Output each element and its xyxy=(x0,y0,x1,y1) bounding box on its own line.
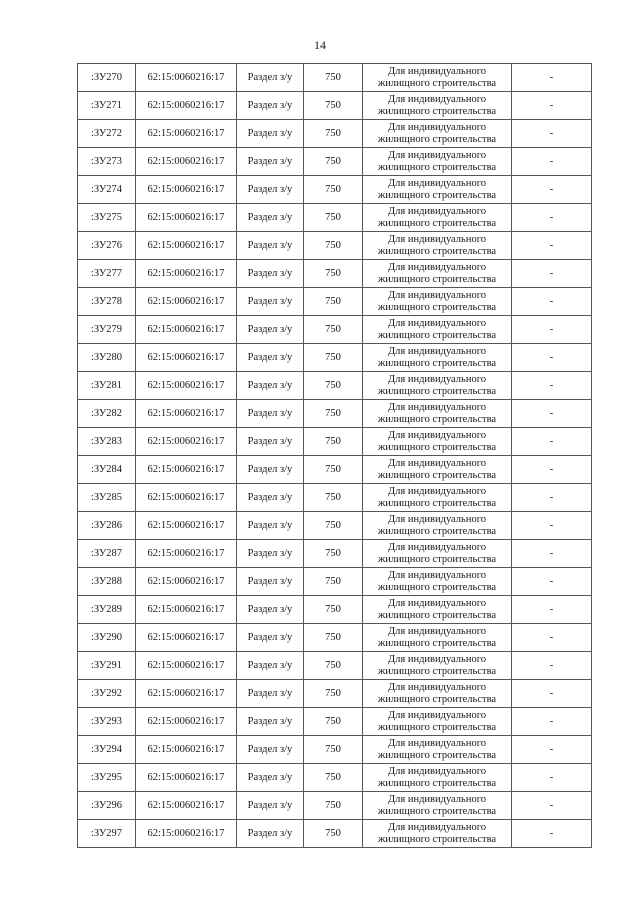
area-cell: 750 xyxy=(304,680,363,708)
permitted-use-cell: Для индивидуального жилищного строительства xyxy=(363,204,512,232)
area-cell: 750 xyxy=(304,316,363,344)
cadastral-number-cell: 62:15:0060216:17 xyxy=(136,232,237,260)
permitted-use-cell: Для индивидуального жилищного строительства xyxy=(363,540,512,568)
note-cell: - xyxy=(512,400,592,428)
table-row xyxy=(78,568,592,596)
cadastral-number-cell: 62:15:0060216:17 xyxy=(136,736,237,764)
action-cell: Раздел з/у xyxy=(237,484,304,512)
plot-id-cell: :ЗУ277 xyxy=(78,260,136,288)
area-cell: 750 xyxy=(304,260,363,288)
table-row xyxy=(78,344,592,372)
plot-id-cell: :ЗУ294 xyxy=(78,736,136,764)
permitted-use-cell: Для индивидуального жилищного строительства xyxy=(363,820,512,848)
permitted-use-cell: Для индивидуального жилищного строительства xyxy=(363,456,512,484)
action-cell: Раздел з/у xyxy=(237,204,304,232)
table-row xyxy=(78,400,592,428)
area-cell: 750 xyxy=(304,456,363,484)
permitted-use-cell: Для индивидуального жилищного строительства xyxy=(363,764,512,792)
area-cell: 750 xyxy=(304,792,363,820)
action-cell: Раздел з/у xyxy=(237,680,304,708)
note-cell: - xyxy=(512,92,592,120)
plot-id-cell: :ЗУ295 xyxy=(78,764,136,792)
table-row xyxy=(78,484,592,512)
area-cell: 750 xyxy=(304,120,363,148)
action-cell: Раздел з/у xyxy=(237,344,304,372)
cadastral-number-cell: 62:15:0060216:17 xyxy=(136,680,237,708)
area-cell: 750 xyxy=(304,232,363,260)
plot-id-cell: :ЗУ275 xyxy=(78,204,136,232)
cadastral-number-cell: 62:15:0060216:17 xyxy=(136,456,237,484)
cadastral-number-cell: 62:15:0060216:17 xyxy=(136,484,237,512)
table-row xyxy=(78,92,592,120)
note-cell: - xyxy=(512,820,592,848)
action-cell: Раздел з/у xyxy=(237,624,304,652)
area-cell: 750 xyxy=(304,540,363,568)
action-cell: Раздел з/у xyxy=(237,428,304,456)
plot-id-cell: :ЗУ293 xyxy=(78,708,136,736)
table-row xyxy=(78,512,592,540)
plot-id-cell: :ЗУ280 xyxy=(78,344,136,372)
table-row xyxy=(78,260,592,288)
cadastral-number-cell: 62:15:0060216:17 xyxy=(136,568,237,596)
area-cell: 750 xyxy=(304,344,363,372)
action-cell: Раздел з/у xyxy=(237,316,304,344)
table-row xyxy=(78,792,592,820)
action-cell: Раздел з/у xyxy=(237,288,304,316)
plot-id-cell: :ЗУ296 xyxy=(78,792,136,820)
permitted-use-cell: Для индивидуального жилищного строительства xyxy=(363,624,512,652)
cadastral-number-cell: 62:15:0060216:17 xyxy=(136,428,237,456)
permitted-use-cell: Для индивидуального жилищного строительства xyxy=(363,512,512,540)
table-row xyxy=(78,680,592,708)
area-cell: 750 xyxy=(304,624,363,652)
action-cell: Раздел з/у xyxy=(237,176,304,204)
note-cell: - xyxy=(512,680,592,708)
area-cell: 750 xyxy=(304,176,363,204)
table-row xyxy=(78,204,592,232)
area-cell: 750 xyxy=(304,372,363,400)
plot-id-cell: :ЗУ274 xyxy=(78,176,136,204)
action-cell: Раздел з/у xyxy=(237,120,304,148)
note-cell: - xyxy=(512,764,592,792)
cadastral-number-cell: 62:15:0060216:17 xyxy=(136,148,237,176)
table-row xyxy=(78,820,592,848)
cadastral-number-cell: 62:15:0060216:17 xyxy=(136,176,237,204)
plot-id-cell: :ЗУ273 xyxy=(78,148,136,176)
cadastral-number-cell: 62:15:0060216:17 xyxy=(136,400,237,428)
cadastral-number-cell: 62:15:0060216:17 xyxy=(136,372,237,400)
permitted-use-cell: Для индивидуального жилищного строительства xyxy=(363,64,512,92)
cadastral-number-cell: 62:15:0060216:17 xyxy=(136,708,237,736)
permitted-use-cell: Для индивидуального жилищного строительства xyxy=(363,652,512,680)
cadastral-number-cell: 62:15:0060216:17 xyxy=(136,596,237,624)
plot-id-cell: :ЗУ283 xyxy=(78,428,136,456)
permitted-use-cell: Для индивидуального жилищного строительства xyxy=(363,736,512,764)
table-row xyxy=(78,372,592,400)
note-cell: - xyxy=(512,484,592,512)
area-cell: 750 xyxy=(304,512,363,540)
action-cell: Раздел з/у xyxy=(237,792,304,820)
table-row xyxy=(78,624,592,652)
cadastral-number-cell: 62:15:0060216:17 xyxy=(136,204,237,232)
plot-id-cell: :ЗУ289 xyxy=(78,596,136,624)
plot-id-cell: :ЗУ282 xyxy=(78,400,136,428)
permitted-use-cell: Для индивидуального жилищного строительства xyxy=(363,288,512,316)
cadastral-number-cell: 62:15:0060216:17 xyxy=(136,288,237,316)
note-cell: - xyxy=(512,316,592,344)
action-cell: Раздел з/у xyxy=(237,820,304,848)
permitted-use-cell: Для индивидуального жилищного строительства xyxy=(363,92,512,120)
permitted-use-cell: Для индивидуального жилищного строительства xyxy=(363,400,512,428)
plot-id-cell: :ЗУ297 xyxy=(78,820,136,848)
note-cell: - xyxy=(512,204,592,232)
action-cell: Раздел з/у xyxy=(237,652,304,680)
plot-id-cell: :ЗУ271 xyxy=(78,92,136,120)
permitted-use-cell: Для индивидуального жилищного строительства xyxy=(363,148,512,176)
plot-id-cell: :ЗУ290 xyxy=(78,624,136,652)
table-row xyxy=(78,176,592,204)
area-cell: 750 xyxy=(304,652,363,680)
permitted-use-cell: Для индивидуального жилищного строительства xyxy=(363,792,512,820)
table-row xyxy=(78,64,592,92)
permitted-use-cell: Для индивидуального жилищного строительства xyxy=(363,260,512,288)
action-cell: Раздел з/у xyxy=(237,764,304,792)
note-cell: - xyxy=(512,652,592,680)
plot-id-cell: :ЗУ279 xyxy=(78,316,136,344)
cadastral-number-cell: 62:15:0060216:17 xyxy=(136,820,237,848)
area-cell: 750 xyxy=(304,204,363,232)
note-cell: - xyxy=(512,232,592,260)
action-cell: Раздел з/у xyxy=(237,456,304,484)
note-cell: - xyxy=(512,456,592,484)
table-body xyxy=(78,64,592,848)
area-cell: 750 xyxy=(304,736,363,764)
permitted-use-cell: Для индивидуального жилищного строительства xyxy=(363,176,512,204)
area-cell: 750 xyxy=(304,708,363,736)
plot-id-cell: :ЗУ292 xyxy=(78,680,136,708)
permitted-use-cell: Для индивидуального жилищного строительства xyxy=(363,708,512,736)
note-cell: - xyxy=(512,288,592,316)
cadastral-number-cell: 62:15:0060216:17 xyxy=(136,344,237,372)
plot-id-cell: :ЗУ276 xyxy=(78,232,136,260)
area-cell: 750 xyxy=(304,820,363,848)
cadastral-number-cell: 62:15:0060216:17 xyxy=(136,792,237,820)
area-cell: 750 xyxy=(304,428,363,456)
table-row xyxy=(78,288,592,316)
note-cell: - xyxy=(512,596,592,624)
note-cell: - xyxy=(512,428,592,456)
table-row xyxy=(78,428,592,456)
plot-id-cell: :ЗУ284 xyxy=(78,456,136,484)
permitted-use-cell: Для индивидуального жилищного строительства xyxy=(363,316,512,344)
note-cell: - xyxy=(512,792,592,820)
note-cell: - xyxy=(512,708,592,736)
table-row xyxy=(78,148,592,176)
action-cell: Раздел з/у xyxy=(237,232,304,260)
area-cell: 750 xyxy=(304,400,363,428)
plot-id-cell: :ЗУ288 xyxy=(78,568,136,596)
cadastral-number-cell: 62:15:0060216:17 xyxy=(136,92,237,120)
permitted-use-cell: Для индивидуального жилищного строительства xyxy=(363,484,512,512)
permitted-use-cell: Для индивидуального жилищного строительства xyxy=(363,680,512,708)
table-row xyxy=(78,652,592,680)
area-cell: 750 xyxy=(304,764,363,792)
area-cell: 750 xyxy=(304,148,363,176)
page-number: 14 xyxy=(314,38,326,52)
plot-id-cell: :ЗУ272 xyxy=(78,120,136,148)
note-cell: - xyxy=(512,568,592,596)
action-cell: Раздел з/у xyxy=(237,736,304,764)
table-row xyxy=(78,708,592,736)
table-row xyxy=(78,540,592,568)
table-row xyxy=(78,764,592,792)
action-cell: Раздел з/у xyxy=(237,512,304,540)
table-row xyxy=(78,120,592,148)
action-cell: Раздел з/у xyxy=(237,596,304,624)
note-cell: - xyxy=(512,176,592,204)
plot-id-cell: :ЗУ278 xyxy=(78,288,136,316)
table-row xyxy=(78,596,592,624)
plot-id-cell: :ЗУ270 xyxy=(78,64,136,92)
note-cell: - xyxy=(512,624,592,652)
area-cell: 750 xyxy=(304,288,363,316)
plot-id-cell: :ЗУ285 xyxy=(78,484,136,512)
note-cell: - xyxy=(512,148,592,176)
action-cell: Раздел з/у xyxy=(237,260,304,288)
land-plots-table xyxy=(77,63,592,848)
action-cell: Раздел з/у xyxy=(237,708,304,736)
area-cell: 750 xyxy=(304,596,363,624)
cadastral-number-cell: 62:15:0060216:17 xyxy=(136,652,237,680)
cadastral-number-cell: 62:15:0060216:17 xyxy=(136,316,237,344)
area-cell: 750 xyxy=(304,64,363,92)
area-cell: 750 xyxy=(304,484,363,512)
action-cell: Раздел з/у xyxy=(237,372,304,400)
cadastral-number-cell: 62:15:0060216:17 xyxy=(136,624,237,652)
permitted-use-cell: Для индивидуального жилищного строительства xyxy=(363,120,512,148)
table-row xyxy=(78,316,592,344)
permitted-use-cell: Для индивидуального жилищного строительства xyxy=(363,428,512,456)
permitted-use-cell: Для индивидуального жилищного строительства xyxy=(363,596,512,624)
plot-id-cell: :ЗУ286 xyxy=(78,512,136,540)
cadastral-number-cell: 62:15:0060216:17 xyxy=(136,64,237,92)
permitted-use-cell: Для индивидуального жилищного строительства xyxy=(363,568,512,596)
note-cell: - xyxy=(512,736,592,764)
permitted-use-cell: Для индивидуального жилищного строительства xyxy=(363,372,512,400)
note-cell: - xyxy=(512,540,592,568)
permitted-use-cell: Для индивидуального жилищного строительства xyxy=(363,344,512,372)
action-cell: Раздел з/у xyxy=(237,92,304,120)
note-cell: - xyxy=(512,344,592,372)
cadastral-number-cell: 62:15:0060216:17 xyxy=(136,540,237,568)
note-cell: - xyxy=(512,512,592,540)
permitted-use-cell: Для индивидуального жилищного строительства xyxy=(363,232,512,260)
note-cell: - xyxy=(512,260,592,288)
note-cell: - xyxy=(512,120,592,148)
table-row xyxy=(78,232,592,260)
cadastral-number-cell: 62:15:0060216:17 xyxy=(136,260,237,288)
action-cell: Раздел з/у xyxy=(237,400,304,428)
plot-id-cell: :ЗУ281 xyxy=(78,372,136,400)
note-cell: - xyxy=(512,64,592,92)
action-cell: Раздел з/у xyxy=(237,148,304,176)
area-cell: 750 xyxy=(304,568,363,596)
action-cell: Раздел з/у xyxy=(237,540,304,568)
plot-id-cell: :ЗУ287 xyxy=(78,540,136,568)
action-cell: Раздел з/у xyxy=(237,64,304,92)
table-row xyxy=(78,736,592,764)
table-row xyxy=(78,456,592,484)
cadastral-number-cell: 62:15:0060216:17 xyxy=(136,764,237,792)
cadastral-number-cell: 62:15:0060216:17 xyxy=(136,120,237,148)
note-cell: - xyxy=(512,372,592,400)
action-cell: Раздел з/у xyxy=(237,568,304,596)
plot-id-cell: :ЗУ291 xyxy=(78,652,136,680)
cadastral-number-cell: 62:15:0060216:17 xyxy=(136,512,237,540)
area-cell: 750 xyxy=(304,92,363,120)
